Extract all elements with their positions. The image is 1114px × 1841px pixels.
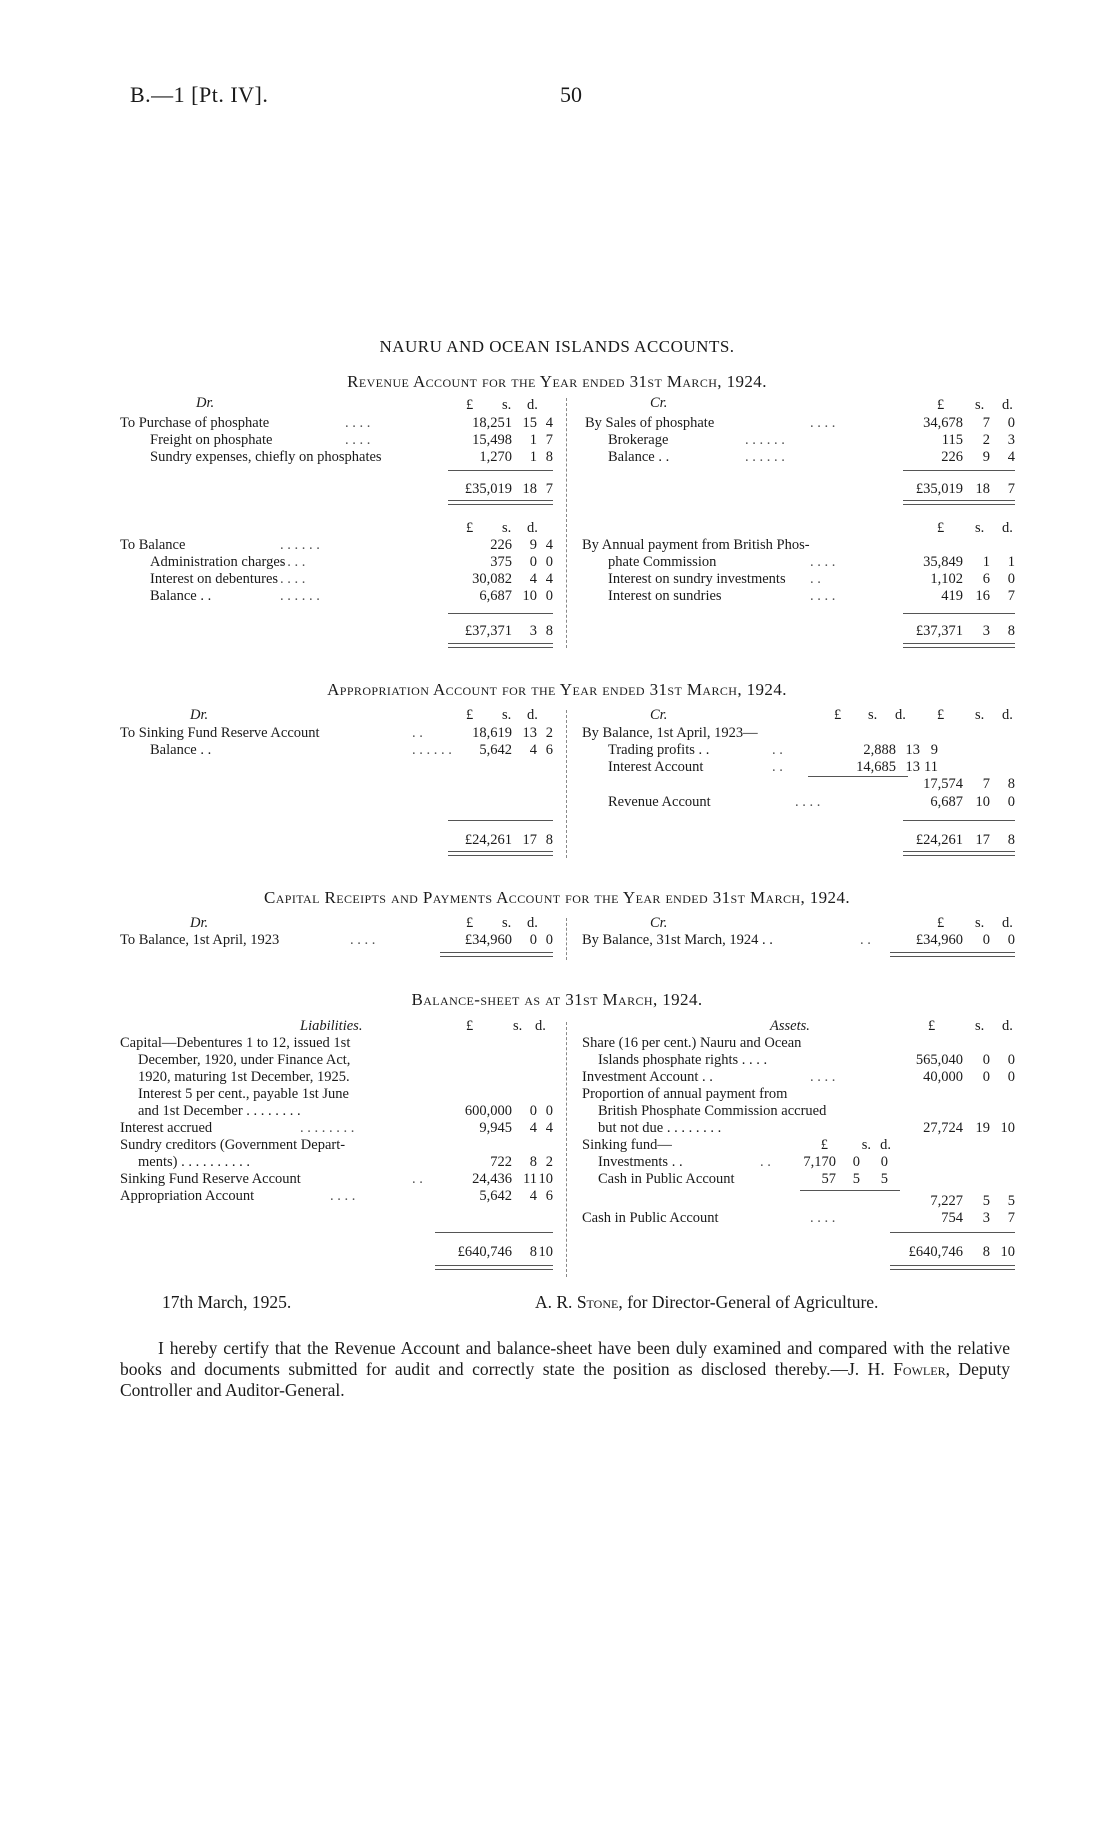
revenue-debit-row-shillings: 10 xyxy=(522,588,537,604)
asset-share-line: Islands phosphate rights . . . . xyxy=(598,1052,768,1068)
capital-dr-label: Dr. xyxy=(190,915,209,931)
appropriation-cr-label: Cr. xyxy=(650,707,668,723)
revenue-debit-row-label: To Balance xyxy=(120,537,186,553)
appropriation-debit-row-dots: . . . . . . xyxy=(412,742,452,758)
revenue-credit-row-pence: 0 xyxy=(1007,571,1015,587)
liability-sundry-pence: 2 xyxy=(545,1154,553,1170)
asset-sinking-item-dots: . . xyxy=(760,1154,771,1170)
revenue-debit-row-pounds: 375 xyxy=(490,554,512,570)
revenue-block2-debit-total-shillings: 3 xyxy=(529,623,537,639)
liability-capital-line: Capital—Debentures 1 to 12, issued 1st xyxy=(120,1035,351,1051)
rule xyxy=(903,820,1015,821)
capital-credit-pounds: £34,960 xyxy=(915,932,963,948)
liability-sundry-shillings: 8 xyxy=(529,1154,537,1170)
asset-investment-label: Investment Account . . xyxy=(582,1069,713,1085)
revenue-credit-row-shillings: 6 xyxy=(982,571,990,587)
asset-cash-pence: 7 xyxy=(1007,1210,1015,1226)
asset-sinking-item-pence: 5 xyxy=(880,1171,888,1187)
liability-sundry-line: ments) . . . . . . . . . . xyxy=(138,1154,250,1170)
revenue-credit-row-shillings: 16 xyxy=(975,588,990,604)
assets-total-shillings: 8 xyxy=(982,1244,990,1260)
liability-capital-line: December, 1920, under Finance Act, xyxy=(138,1052,351,1068)
revenue-credit-row-dots: . . . . xyxy=(810,415,836,431)
revenue-debit-row-dots: . . . . xyxy=(345,432,371,448)
appropriation-debit-total-pounds: £24,261 xyxy=(464,832,512,848)
liability-interest-shillings: 4 xyxy=(529,1120,537,1136)
revenue-credit-row-pounds: 226 xyxy=(941,449,963,465)
liability-capital-pounds: 600,000 xyxy=(464,1103,512,1119)
appropriation-credit-total-shillings: 17 xyxy=(975,832,990,848)
revenue-credit-row-pence: 0 xyxy=(1007,415,1015,431)
revenue-debit-row-pounds: 226 xyxy=(490,537,512,553)
revenue-debit-row-shillings: 9 xyxy=(529,537,537,553)
asset-investment-pence: 0 xyxy=(1007,1069,1015,1085)
signer-initials: A. R. xyxy=(535,1292,573,1312)
auditor-role: , Deputy Controller and Auditor-General. xyxy=(120,1359,1010,1400)
document-title: NAURU AND OCEAN ISLANDS ACCOUNTS. xyxy=(379,337,735,356)
appropriation-balance-row-pence: 11 xyxy=(924,759,938,775)
asset-cash-label: Cash in Public Account xyxy=(582,1210,719,1226)
asset-share-pence: 0 xyxy=(1007,1052,1015,1068)
revenue-debit-row-pence: 4 xyxy=(545,571,553,587)
appropriation-debit-row-pence: 6 xyxy=(545,742,553,758)
asset-sinking-s-header: s. xyxy=(861,1137,871,1153)
rule xyxy=(435,1265,553,1270)
liability-sinking-pence: 10 xyxy=(538,1171,553,1187)
document-reference: B.—1 [Pt. IV]. xyxy=(130,82,269,107)
appropriation-debit-total-pence: 8 xyxy=(545,832,553,848)
asset-investment-pounds: 40,000 xyxy=(923,1069,963,1085)
revenue-column-divider xyxy=(566,398,567,648)
revenue-credit-row-dots: . . . . . . xyxy=(745,449,785,465)
liability-interest-pence: 4 xyxy=(545,1120,553,1136)
appropriation-column-divider xyxy=(566,710,567,858)
revenue-credit-row-label: Interest on sundry investments xyxy=(608,571,786,587)
revenue-cr-label: Cr. xyxy=(650,395,668,411)
asset-sinking-item-shillings: 0 xyxy=(852,1154,860,1170)
revenue-credit-row-dots: . . . . xyxy=(810,554,836,570)
appropriation-debit-row-shillings: 13 xyxy=(522,725,537,741)
revenue-debit-row-pounds: 1,270 xyxy=(479,449,512,465)
capital-cr-label: Cr. xyxy=(650,915,668,931)
revenue-debit-row-pounds: 15,498 xyxy=(472,432,512,448)
revenue-credit-row-shillings: 1 xyxy=(982,554,990,570)
revenue-credit-row-label: phate Commission xyxy=(608,554,717,570)
rule xyxy=(903,500,1015,505)
liability-appropriation-label: Appropriation Account xyxy=(120,1188,255,1204)
revenue-debit-row-label: Interest on debentures xyxy=(150,571,279,587)
appropriation-balance-row-shillings: 13 xyxy=(905,759,920,775)
capital-debit-shillings: 0 xyxy=(529,932,537,948)
rule xyxy=(903,613,1015,614)
rule xyxy=(890,1265,1015,1270)
signer-name: Stone xyxy=(576,1292,619,1312)
liabilities-label: Liabilities. xyxy=(300,1018,363,1034)
revenue-debit-row-dots: . . . . . . xyxy=(280,537,320,553)
asset-sinking-item-pence: 0 xyxy=(880,1154,888,1170)
capital-debit-pence: 0 xyxy=(545,932,553,948)
appropriation-debit-total-shillings: 17 xyxy=(522,832,537,848)
asset-share-line: Share (16 per cent.) Nauru and Ocean xyxy=(582,1035,802,1051)
revenue-block1-debit-total-shillings: 18 xyxy=(522,481,537,497)
rule xyxy=(800,1190,900,1191)
appropriation-balance-subtotal-shillings: 7 xyxy=(982,776,990,792)
revenue-debit-row-label: To Purchase of phosphate xyxy=(120,415,270,431)
asset-sinking-item-shillings: 5 xyxy=(852,1171,860,1187)
liability-appropriation-pence: 6 xyxy=(545,1188,553,1204)
revenue-debit-row-shillings: 1 xyxy=(529,432,537,448)
certificate-text: I hereby certify that the Revenue Account and balance-sheet have been duly examined and compared with the relative books and documents submitted for audit and correctly state the position as disclosed thereby.— xyxy=(120,1338,1010,1379)
revenue-block2-credit-total-pounds: £37,371 xyxy=(915,623,963,639)
capital-debit-label: To Balance, 1st April, 1923 xyxy=(120,932,280,948)
revenue-credit-row-pounds: 1,102 xyxy=(930,571,963,587)
revenue-block1-credit-total-shillings: 18 xyxy=(975,481,990,497)
appropriation-debit-row-pounds: 18,619 xyxy=(472,725,512,741)
liability-appropriation-dots: . . . . xyxy=(330,1188,356,1204)
revenue-debit-row-pence: 4 xyxy=(545,415,553,431)
revenue-debit-row-pounds: 30,082 xyxy=(472,571,512,587)
revenue-block2-credit-total-shillings: 3 xyxy=(982,623,990,639)
revenue-dr-label: Dr. xyxy=(196,395,215,411)
revenue-debit-row-dots: . . . . xyxy=(345,415,371,431)
assets-total-pence: 10 xyxy=(1000,1244,1015,1260)
revenue-credit-row-pence: 3 xyxy=(1007,432,1015,448)
appropriation-balance-row-dots: . . xyxy=(772,742,783,758)
appropriation-balance-subtotal-pence: 8 xyxy=(1007,776,1015,792)
asset-sinking-total-shillings: 5 xyxy=(982,1193,990,1209)
signature-line xyxy=(535,1292,878,1313)
appropriation-credit-total-pounds: £24,261 xyxy=(915,832,963,848)
revenue-credit-row-dots: . . . . xyxy=(810,588,836,604)
revenue-debit-row-dots: . . . . xyxy=(280,554,306,570)
asset-proportion-shillings: 19 xyxy=(975,1120,990,1136)
capital-credit-label: By Balance, 31st March, 1924 . . xyxy=(582,932,773,948)
appropriation-debit-row-dots: . . xyxy=(412,725,423,741)
appropriation-debit-row-label: Balance . . xyxy=(150,742,212,758)
revenue-credit-row-label: By Sales of phosphate xyxy=(585,415,715,431)
appropriation-account-title: Appropriation Account for the Year ended 31st March, 1924. xyxy=(327,680,787,699)
revenue-debit-row-pence: 0 xyxy=(545,554,553,570)
asset-proportion-pounds: 27,724 xyxy=(923,1120,963,1136)
appropriation-credit-total-pence: 8 xyxy=(1007,832,1015,848)
liability-sundry-pounds: 722 xyxy=(490,1154,512,1170)
rule xyxy=(435,1232,553,1233)
asset-proportion-line: British Phosphate Commission accrued xyxy=(598,1103,827,1119)
revenue-credit-row-pence: 1 xyxy=(1007,554,1015,570)
asset-share-shillings: 0 xyxy=(982,1052,990,1068)
asset-share-pounds: 565,040 xyxy=(915,1052,963,1068)
revenue-block1-debit-total-pounds: £35,019 xyxy=(464,481,512,497)
signer-role: , for Director-General of Agriculture. xyxy=(618,1292,879,1312)
appropriation-revenue-row-pence: 0 xyxy=(1007,794,1015,810)
liability-capital-line: 1920, maturing 1st December, 1925. xyxy=(138,1069,350,1085)
revenue-credit-row-pence: 4 xyxy=(1007,449,1015,465)
appropriation-balance-row-pounds: 14,685 xyxy=(856,759,896,775)
appropriation-debit-row-pence: 2 xyxy=(545,725,553,741)
appropriation-revenue-row-dots: . . . . xyxy=(795,794,821,810)
revenue-debit-row-dots: . . . . xyxy=(280,571,306,587)
rule xyxy=(890,1232,1015,1233)
balance-sheet-title: Balance-sheet as at 31st March, 1924. xyxy=(411,990,703,1009)
revenue-debit-row-shillings: 15 xyxy=(522,415,537,431)
audit-certificate xyxy=(120,1338,1010,1401)
asset-sinking-label: Sinking fund— xyxy=(582,1137,672,1153)
liability-appropriation-pounds: 5,642 xyxy=(479,1188,512,1204)
revenue-debit-row-pence: 7 xyxy=(545,432,553,448)
revenue-debit-row-pence: 4 xyxy=(545,537,553,553)
revenue-credit-row-label: Balance . . xyxy=(608,449,670,465)
revenue-credit-row-shillings: 2 xyxy=(982,432,990,448)
revenue-block1-credit-total-pounds: £35,019 xyxy=(915,481,963,497)
revenue-annual-payment-label: By Annual payment from British Phos- xyxy=(582,537,810,553)
revenue-block2-credit-total-pence: 8 xyxy=(1007,623,1015,639)
revenue-debit-row-label: Sundry expenses, chiefly on phosphates xyxy=(150,449,382,465)
appropriation-balance-row-label: Interest Account xyxy=(608,759,704,775)
liability-sundry-line: Sundry creditors (Government Depart- xyxy=(120,1137,346,1153)
capital-account-title: Capital Receipts and Payments Account for the Year ended 31st March, 1924. xyxy=(263,888,851,907)
revenue-debit-row-dots: . . . . . . xyxy=(280,588,320,604)
rule xyxy=(903,470,1015,471)
asset-investment-dots: . . . . xyxy=(810,1069,836,1085)
liabilities-total-shillings: 8 xyxy=(529,1244,537,1260)
appropriation-balance-row-shillings: 13 xyxy=(905,742,920,758)
revenue-credit-row-dots: . . xyxy=(810,571,821,587)
asset-cash-pounds: 754 xyxy=(941,1210,963,1226)
asset-proportion-pence: 10 xyxy=(1000,1120,1015,1136)
rule xyxy=(448,820,553,821)
revenue-block1-debit-total-pence: 7 xyxy=(545,481,553,497)
revenue-account-title: Revenue Account for the Year ended 31st March, 1924. xyxy=(347,372,767,391)
liability-sinking-dots: . . xyxy=(412,1171,423,1187)
appropriation-revenue-row-shillings: 10 xyxy=(975,794,990,810)
liability-capital-line: and 1st December . . . . . . . . xyxy=(138,1103,301,1119)
asset-sinking-d-header: d. xyxy=(880,1137,891,1153)
auditor-initials: J. H. xyxy=(848,1359,885,1379)
revenue-block1-credit-total-pence: 7 xyxy=(1007,481,1015,497)
revenue-debit-row-label: Balance . . xyxy=(150,588,212,604)
rule xyxy=(448,613,553,614)
capital-credit-dots: . . xyxy=(860,932,871,948)
appropriation-dr-label: Dr. xyxy=(190,707,209,723)
revenue-debit-row-label: Administration charges xyxy=(150,554,286,570)
revenue-debit-row-pounds: 6,687 xyxy=(479,588,512,604)
page-number: 50 xyxy=(560,82,582,107)
revenue-credit-row-label: Interest on sundries xyxy=(608,588,722,604)
revenue-block2-debit-total-pounds: £37,371 xyxy=(464,623,512,639)
liability-capital-line: Interest 5 per cent., payable 1st June xyxy=(138,1086,349,1102)
asset-sinking-total-pounds: 7,227 xyxy=(930,1193,963,1209)
revenue-credit-row-shillings: 7 xyxy=(982,415,990,431)
appropriation-debit-row-label: To Sinking Fund Reserve Account xyxy=(120,725,320,741)
liability-interest-label: Interest accrued xyxy=(120,1120,213,1136)
revenue-credit-row-pence: 7 xyxy=(1007,588,1015,604)
revenue-debit-row-label: Freight on phosphate xyxy=(150,432,273,448)
asset-sinking-item-pounds: 7,170 xyxy=(803,1154,836,1170)
rule xyxy=(448,643,553,648)
capital-credit-shillings: 0 xyxy=(982,932,990,948)
assets-label: Assets. xyxy=(770,1018,810,1034)
revenue-debit-row-shillings: 4 xyxy=(529,571,537,587)
signature-date: 17th March, 1925. xyxy=(162,1292,292,1312)
asset-sinking-item-label: Cash in Public Account xyxy=(598,1171,735,1187)
capital-credit-pence: 0 xyxy=(1007,932,1015,948)
asset-sinking-item-pounds: 57 xyxy=(821,1171,836,1187)
appropriation-balance-header: By Balance, 1st April, 1923— xyxy=(582,725,758,741)
liability-sinking-pounds: 24,436 xyxy=(472,1171,512,1187)
revenue-debit-row-pence: 8 xyxy=(545,449,553,465)
appropriation-balance-row-dots: . . xyxy=(772,759,783,775)
rule xyxy=(440,952,553,957)
appropriation-revenue-row-label: Revenue Account xyxy=(608,794,711,810)
liability-interest-dots: . . . . . . . . xyxy=(300,1120,355,1136)
liabilities-total-pounds: £640,746 xyxy=(457,1244,512,1260)
appropriation-debit-row-pounds: 5,642 xyxy=(479,742,512,758)
auditor-name: Fowler xyxy=(893,1359,946,1379)
asset-cash-dots: . . . . xyxy=(810,1210,836,1226)
liability-capital-shillings: 0 xyxy=(529,1103,537,1119)
asset-sinking-pound-header: £ xyxy=(820,1137,828,1153)
appropriation-balance-row-pounds: 2,888 xyxy=(863,742,896,758)
liability-sinking-shillings: 11 xyxy=(523,1171,537,1187)
revenue-credit-row-pounds: 35,849 xyxy=(923,554,963,570)
revenue-debit-row-shillings: 1 xyxy=(529,449,537,465)
revenue-credit-row-pounds: 419 xyxy=(941,588,963,604)
revenue-debit-row-pence: 0 xyxy=(545,588,553,604)
asset-proportion-line: but not due . . . . . . . . xyxy=(598,1120,722,1136)
asset-proportion-line: Proportion of annual payment from xyxy=(582,1086,788,1102)
capital-debit-pounds: £34,960 xyxy=(464,932,512,948)
liability-sinking-label: Sinking Fund Reserve Account xyxy=(120,1171,301,1187)
appropriation-revenue-row-pounds: 6,687 xyxy=(930,794,963,810)
revenue-debit-row-shillings: 0 xyxy=(529,554,537,570)
asset-investment-shillings: 0 xyxy=(982,1069,990,1085)
revenue-credit-row-dots: . . . . . . xyxy=(745,432,785,448)
rule xyxy=(903,643,1015,648)
asset-cash-shillings: 3 xyxy=(982,1210,990,1226)
rule xyxy=(448,470,553,471)
appropriation-balance-row-label: Trading profits . . xyxy=(608,742,710,758)
liabilities-total-pence: 10 xyxy=(538,1244,553,1260)
capital-debit-dots: . . . . xyxy=(350,932,376,948)
rule xyxy=(903,851,1015,856)
asset-sinking-total-pence: 5 xyxy=(1007,1193,1015,1209)
liability-capital-pence: 0 xyxy=(545,1103,553,1119)
appropriation-balance-row-pence: 9 xyxy=(930,742,938,758)
appropriation-balance-subtotal-pounds: 17,574 xyxy=(923,776,963,792)
asset-sinking-item-label: Investments . . xyxy=(598,1154,683,1170)
capital-column-divider xyxy=(566,918,567,960)
balance-sheet-column-divider xyxy=(566,1022,567,1277)
revenue-credit-row-label: Brokerage xyxy=(608,432,669,448)
revenue-block2-debit-total-pence: 8 xyxy=(545,623,553,639)
liability-appropriation-shillings: 4 xyxy=(529,1188,537,1204)
revenue-credit-row-pounds: 115 xyxy=(941,432,963,448)
revenue-credit-row-pounds: 34,678 xyxy=(923,415,963,431)
rule xyxy=(448,851,553,856)
rule xyxy=(448,500,553,505)
assets-total-pounds: £640,746 xyxy=(908,1244,963,1260)
rule xyxy=(890,952,1015,957)
revenue-debit-row-pounds: 18,251 xyxy=(472,415,512,431)
revenue-credit-row-shillings: 9 xyxy=(982,449,990,465)
appropriation-debit-row-shillings: 4 xyxy=(529,742,537,758)
liability-interest-pounds: 9,945 xyxy=(479,1120,512,1136)
